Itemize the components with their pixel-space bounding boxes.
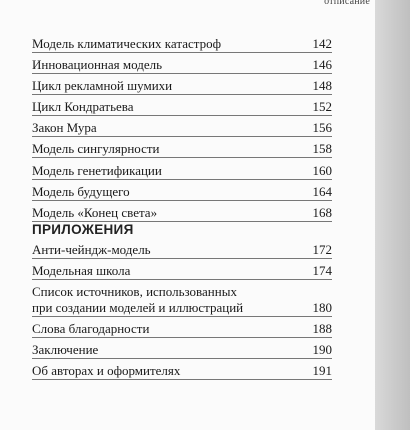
toc-entry-title: Модель климатических катастроф: [32, 36, 222, 51]
toc-entry-title: [32, 284, 332, 316]
toc-entry-page: 148: [312, 78, 332, 94]
toc-row[interactable]: [32, 57, 332, 74]
toc-entry-page: 188: [312, 321, 332, 337]
toc-entry-page: 172: [312, 242, 332, 257]
header-fragment: отписание: [324, 0, 370, 7]
toc-row[interactable]: [32, 363, 332, 380]
toc-row[interactable]: [32, 205, 332, 222]
next-page-edge: [375, 0, 410, 430]
toc-row[interactable]: [32, 99, 332, 116]
toc-entry-title: Модель будущего: [32, 183, 130, 199]
toc-entry-page: 142: [312, 36, 332, 51]
toc-entry-title: Об авторах и оформителях: [32, 363, 181, 379]
toc-entry-title: Модель «Конец света»: [32, 204, 158, 220]
toc-entry-page: 158: [312, 141, 332, 157]
toc-row[interactable]: [32, 242, 332, 259]
toc-entry-page: 164: [312, 183, 332, 199]
toc-row[interactable]: [32, 321, 332, 338]
toc-entry-title: Модель генетификации: [32, 162, 162, 178]
toc-entry-page: 174: [312, 263, 332, 279]
toc-entry-page: 152: [312, 99, 332, 115]
toc-models-list: [32, 36, 332, 226]
toc-entry-page: 191: [312, 363, 332, 379]
toc-row[interactable]: [32, 163, 332, 180]
toc-row[interactable]: [32, 141, 332, 158]
toc-row[interactable]: [32, 263, 332, 280]
toc-entry-page: 180: [312, 300, 332, 316]
toc-entry-page: 160: [312, 162, 332, 178]
toc-entry-title: Слова благодарности: [32, 321, 150, 337]
toc-row[interactable]: [32, 184, 332, 201]
toc-row[interactable]: [32, 78, 332, 95]
toc-entry-title: Цикл Кондратьева: [32, 99, 134, 115]
toc-entry-title: Заключение: [32, 342, 99, 358]
toc-entry-title: Закон Мура: [32, 120, 97, 136]
toc-row[interactable]: [32, 342, 332, 359]
toc-entry-title: Цикл рекламной шумихи: [32, 78, 173, 94]
toc-entry-title: Анти-чейндж-модель: [32, 242, 151, 257]
toc-row[interactable]: [32, 284, 332, 317]
toc-row[interactable]: [32, 120, 332, 137]
toc-entry-title: Инновационная модель: [32, 57, 163, 73]
toc-entry-page: 156: [312, 120, 332, 136]
toc-entry-title: Модельная школа: [32, 263, 131, 279]
toc-entry-title-line: при создании моделей и иллюстраций: [32, 300, 244, 316]
appendix-heading: ПРИЛОЖЕНИЯ: [32, 222, 134, 237]
toc-row[interactable]: [32, 36, 332, 53]
toc-entry-title-line: Список источников, использованных: [32, 284, 237, 300]
toc-appendix-list: [32, 242, 332, 385]
toc-entry-title: Модель сингулярности: [32, 141, 160, 157]
toc-entry-page: 190: [312, 342, 332, 358]
toc-entry-page: 146: [312, 57, 332, 73]
toc-entry-page: 168: [312, 204, 332, 220]
